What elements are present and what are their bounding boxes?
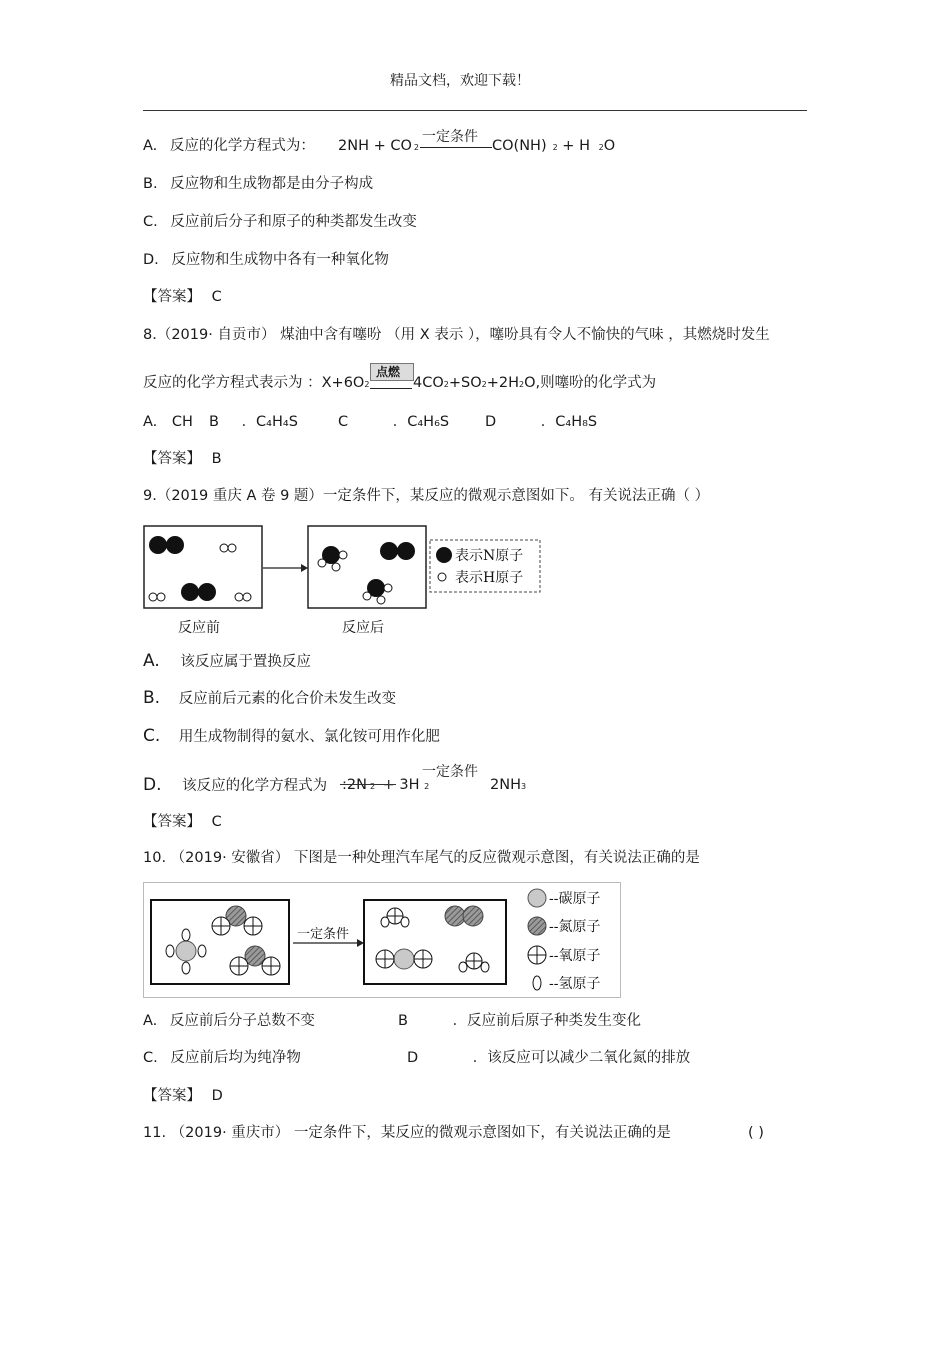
option-label: B [398,1013,408,1029]
q8-option-d [485,413,597,431]
eq-term: :2N [342,777,367,793]
h-atom [228,544,236,552]
eq-term: O [603,138,616,154]
q9-stem: 9.（2019 重庆 A 卷 9 题）一定条件下，某反应的微观示意图如下。 有关说法正确（ ） [143,488,710,504]
o-atom-icon [528,946,546,964]
legend-h: 表示H原子 [455,570,524,586]
eq-term: + H [557,138,595,154]
after-label: 反应后 [342,620,384,636]
option-label: C [338,414,349,430]
eq-subscript: 2 [481,380,487,389]
eq-subscript: 2 [519,380,525,389]
o-atom [466,953,482,969]
legend-h: --氢原子 [549,976,601,992]
option-text: 该反应的化学方程式为 [182,778,328,794]
q10-stem: 10. （2019· 安徽省） 下图是一种处理汽车尾气的反应微观示意图，有关说法正确的是 [143,850,700,866]
h-atom [481,962,489,972]
c-atom [394,949,414,969]
o-atom [244,917,262,935]
legend-n: --氮原子 [549,919,601,935]
option-label: A. [143,651,160,671]
q11-stem: 11. （2019· 重庆市） 一定条件下，某反应的微观示意图如下，有关说法正确的是 [143,1125,671,1141]
option-text: 反应物和生成物都是由分子构成 [170,176,374,192]
q7-option-c [143,213,417,231]
eq-subscript: 3 [520,782,527,791]
option-text: 反应前后分子总数不变 [169,1013,315,1029]
q10-answer [143,1087,223,1105]
n-atom [149,536,167,554]
option-text: 反应前后元素的化合价未发生改变 [178,691,397,707]
option-text: ．C₄H₆S [392,414,450,430]
q10-diagram [143,882,621,998]
option-label: C. [143,214,158,230]
n-atom-icon [436,547,452,563]
n-atom [166,536,184,554]
legend-c: --碳原子 [549,891,601,907]
option-text: 反应的化学方程式为： [169,138,315,154]
option-text: ．C₄H₄S [241,414,298,430]
q8-stem-line2b [413,374,656,394]
eq-term: CO(NH) [492,138,547,154]
arrow-label: 一定条件 [297,927,350,942]
option-label: C. [143,726,161,746]
q9-option-c [143,727,440,746]
answer-label: 【答案】 [143,1088,201,1104]
o-atom [230,957,248,975]
option-label: A. [143,138,158,154]
q9-equation-right [490,776,526,796]
eq-term: 2NH [490,777,521,793]
option-label: A. [143,414,158,430]
option-text: ．该反应可以减少二氧化氮的排放 [472,1050,691,1066]
option-text: 用生成物制得的氨水、氯化铵可用作化肥 [178,729,440,745]
option-label: C. [143,1050,158,1066]
h-atom [339,551,347,559]
h-atom [182,929,190,941]
h-atom [363,592,371,600]
n-atom [463,906,483,926]
q8-answer [143,450,222,468]
h-atom-icon [438,573,446,581]
q8-option-b [209,413,298,431]
eq-subscript: 2 [598,143,604,152]
answer-value: C [211,289,222,305]
q7-condition: 一定条件 [422,129,478,145]
answer-value: D [211,1088,223,1104]
o-atom [212,917,230,935]
eq-term: + 3H [378,777,425,793]
n-atom [445,906,465,926]
h-atom [381,917,389,927]
n-atom [397,542,415,560]
answer-label: 【答案】 [143,289,201,305]
q9-diagram [143,522,543,636]
q8-condition: 点燃 [376,365,401,379]
eq-term: 4CO [413,375,444,391]
q10-option-c [143,1049,301,1067]
q9-option-b [143,689,396,708]
q8-stem-line2 [143,374,369,394]
h-atom [220,544,228,552]
q8-reaction-line [370,388,412,389]
h-atom [401,917,409,927]
option-text: 反应前后分子和原子的种类都发生改变 [170,214,417,230]
eq-term: +SO [448,375,482,391]
h-atom [149,593,157,601]
q10-option-d [407,1049,690,1067]
option-label: A. [143,1013,158,1029]
q7-option-a [143,137,315,155]
q9-option-d [143,776,327,795]
option-text: 反应物和生成物中各有一种氧化物 [171,252,389,268]
eq-term: +2H [486,375,520,391]
h-atom [332,563,340,571]
q10-option-a [143,1012,315,1030]
o-atom [262,957,280,975]
option-label: D [485,414,497,430]
eq-term: O,则噻吩的化学式为 [524,375,657,391]
eq-subscript: 2 [424,782,430,791]
q9-equation [342,776,429,796]
h-atom [198,945,206,957]
answer-value: B [211,451,222,467]
h-atom [182,962,190,974]
q9-option-a [143,652,311,671]
option-label: D. [143,775,162,795]
q9-answer [143,813,222,831]
eq-term: 2NH [338,138,369,154]
option-text: 反应前后均为纯净物 [170,1050,301,1066]
option-text: CH [171,414,193,430]
option-text: ．反应前后原子种类发生变化 [452,1013,642,1029]
eq-subscript: 2 [552,143,558,152]
h-atom-icon [533,976,541,990]
c-atom-icon [528,889,546,907]
h-atom [235,593,243,601]
option-text: 该反应属于置换反应 [180,654,311,670]
q7-option-d [143,251,389,269]
q9-strike [340,784,396,785]
eq-subscript: 2 [364,380,370,389]
legend-n: 表示N原子 [455,548,524,564]
n-atom [380,542,398,560]
q11-paren: ( ) [748,1125,764,1141]
answer-label: 【答案】 [143,814,201,830]
h-atom [459,962,467,972]
page-header: 精品文档，欢迎下载！ [390,73,530,89]
q9-condition: 一定条件 [422,764,478,780]
q7-equation [338,137,419,157]
eq-term: + CO [368,138,412,154]
header-rule [143,110,807,111]
before-label: 反应前 [178,620,220,636]
q8-option-a [143,413,193,431]
n-atom-icon [528,917,546,935]
q10-option-b [398,1012,641,1030]
option-label: B [209,414,219,430]
q8-stem-line1: 8.（2019· 自贡市） 煤油中含有噻吩 （用 X 表示 ），噻吩具有令人不愉快的气味 ，其燃烧时发生 [143,327,770,343]
option-label: B. [143,688,161,708]
c-atom [176,941,196,961]
h-atom [166,945,174,957]
q7-equation-right [492,137,615,157]
answer-label: 【答案】 [143,451,201,467]
h-atom [318,559,326,567]
n-atom [181,583,199,601]
h-atom [384,584,392,592]
q7-answer [143,288,222,306]
eq-subscript: 2 [369,782,376,791]
option-label: D. [143,252,159,268]
q7-option-b [143,175,373,193]
answer-value: C [211,814,222,830]
option-label: D [407,1050,419,1066]
h-atom [377,596,385,604]
h-atom [243,593,251,601]
n-atom [198,583,216,601]
q7-reaction-line [420,147,492,148]
q8-option-c [338,413,449,431]
arrow-head [301,564,308,572]
option-label: B. [143,176,158,192]
h-atom [157,593,165,601]
legend-o: --氧原子 [549,948,601,964]
eq-subscript: 2 [413,143,419,152]
o-atom [414,950,432,968]
option-text: ．C₄H₈S [540,414,598,430]
eq-subscript: 2 [443,380,449,389]
o-atom [376,950,394,968]
stem-text: 反应的化学方程式表示为 ：X+6O [143,375,365,391]
